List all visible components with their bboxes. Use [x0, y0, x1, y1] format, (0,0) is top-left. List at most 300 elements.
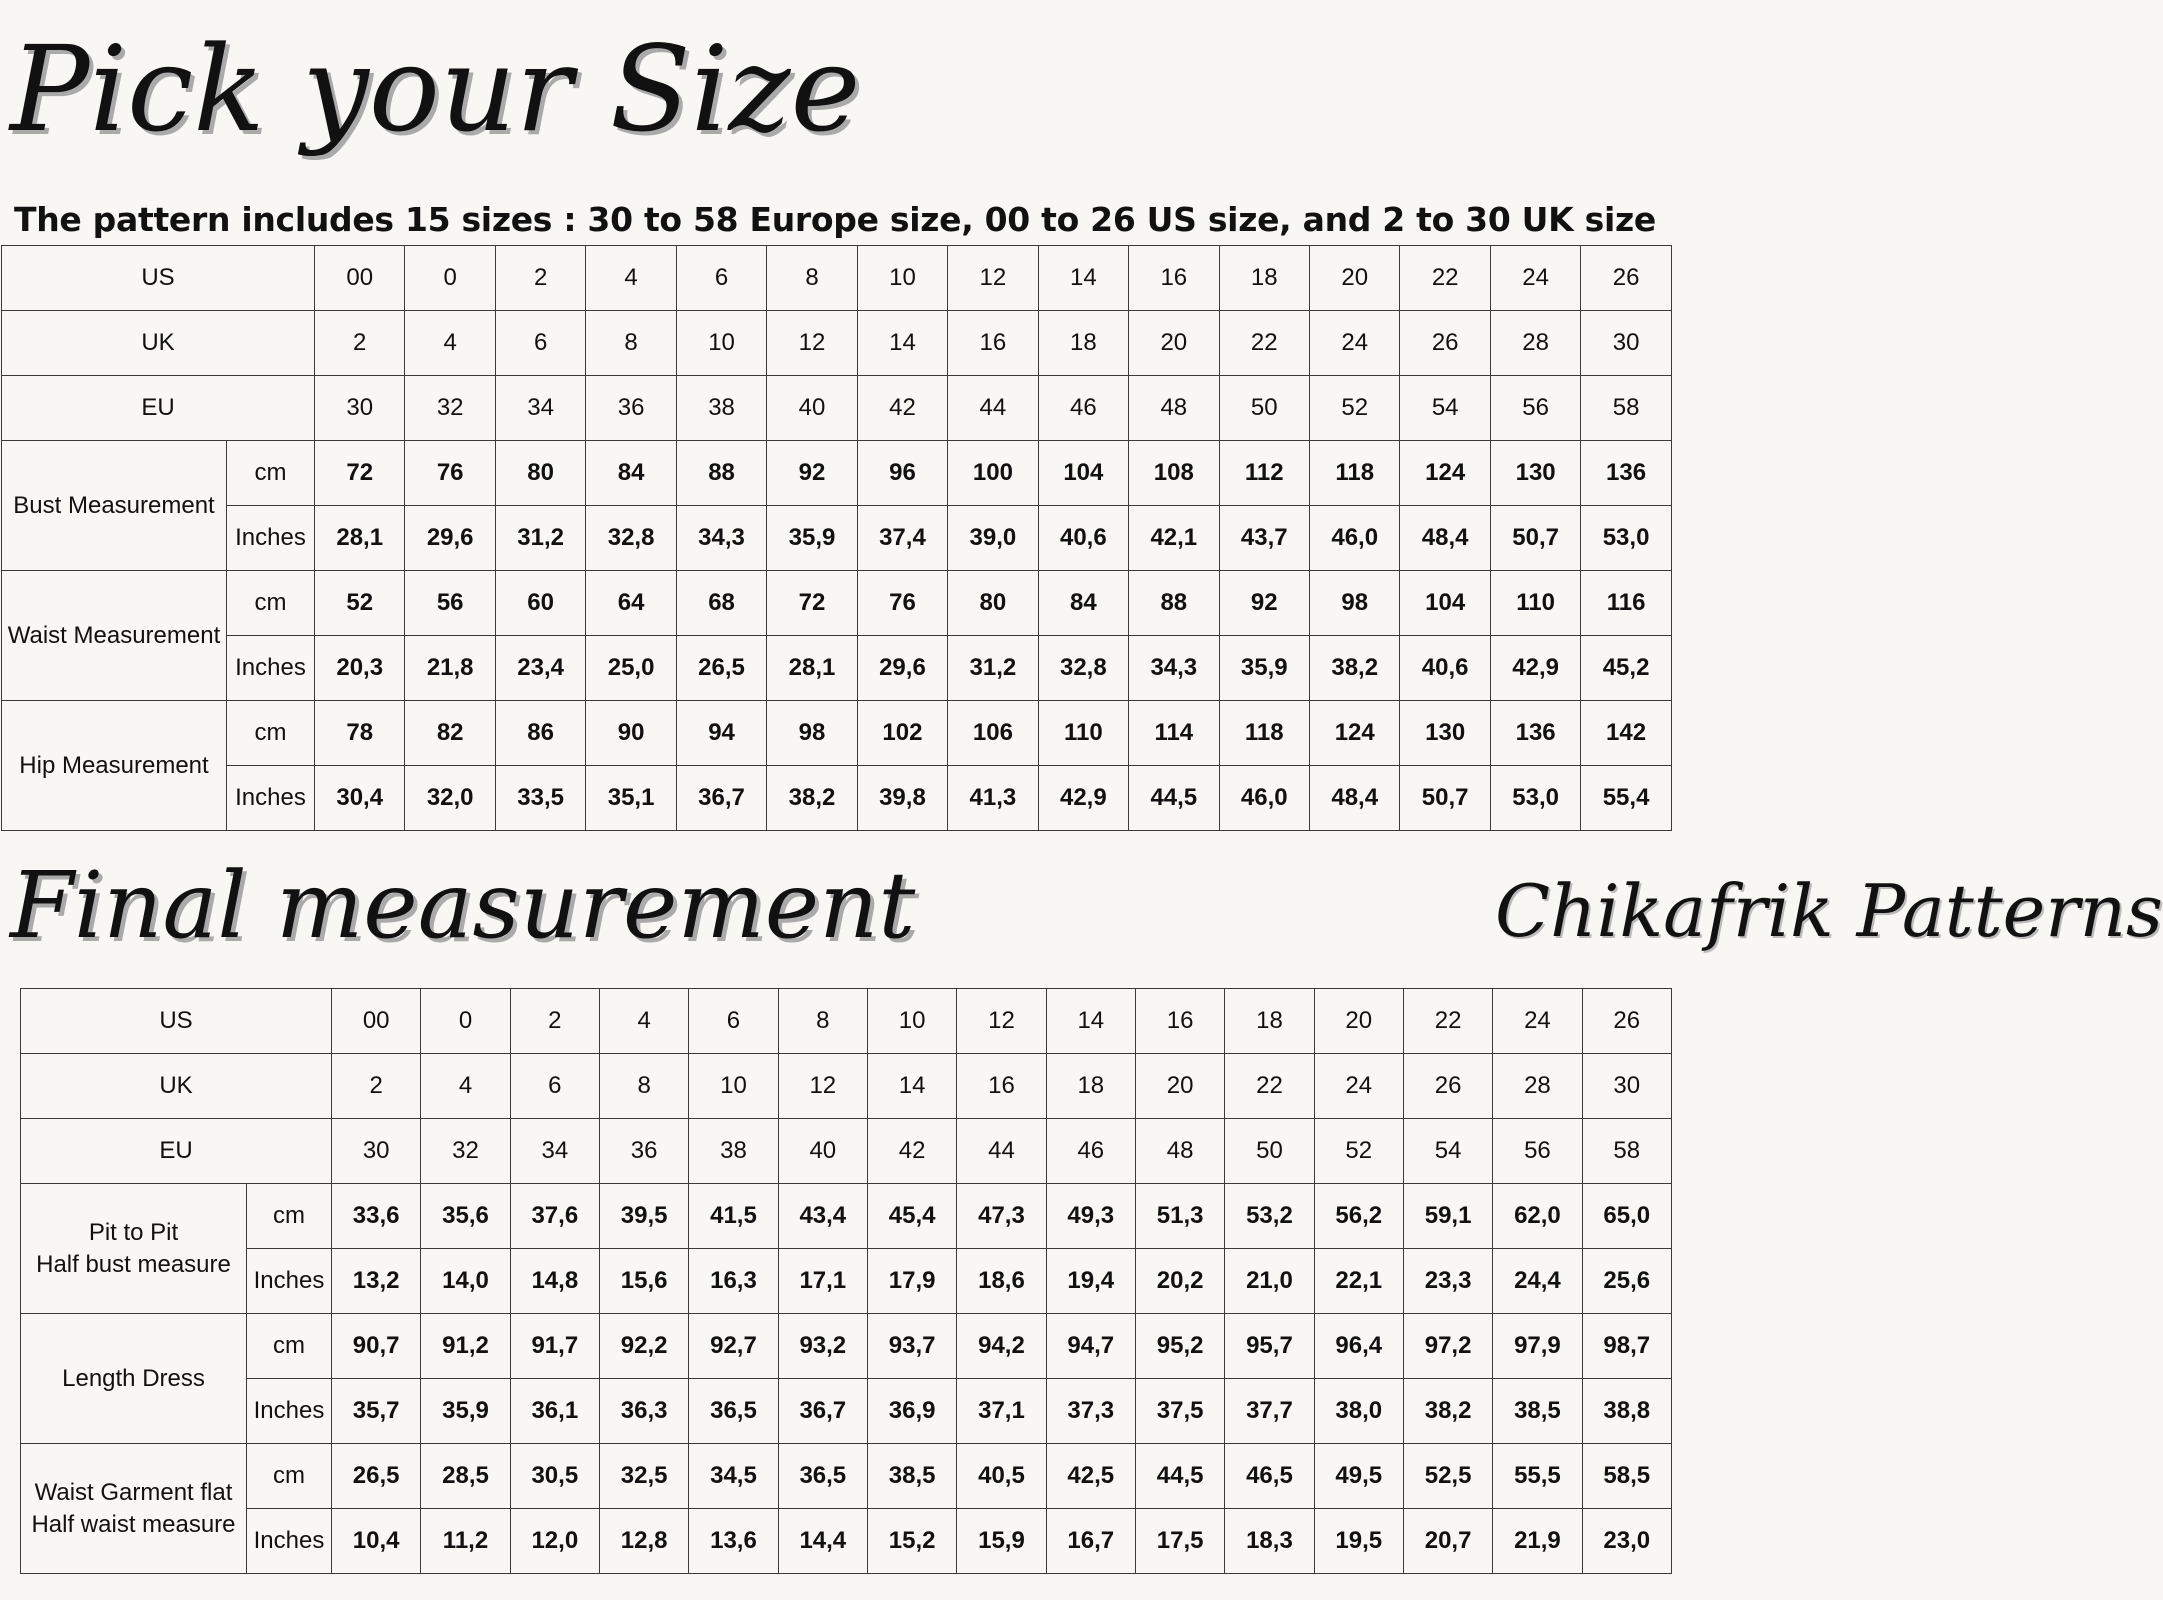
measurement-cell: 18,6	[957, 1249, 1046, 1314]
size-cell: 8	[599, 1054, 688, 1119]
measurement-cell: 35,9	[1219, 636, 1309, 701]
measurement-cell: 38,0	[1314, 1379, 1403, 1444]
measurement-cell: 96,4	[1314, 1314, 1403, 1379]
size-cell: 30	[1582, 1054, 1671, 1119]
measurement-cell: 17,5	[1135, 1509, 1224, 1574]
size-cell: 6	[495, 311, 585, 376]
size-cell: 4	[599, 989, 688, 1054]
measurement-cell: 38,8	[1582, 1379, 1671, 1444]
measurement-cell: 94	[676, 701, 766, 766]
size-cell: 18	[1046, 1054, 1135, 1119]
size-cell: 50	[1225, 1119, 1314, 1184]
measurement-cell: 26,5	[332, 1444, 421, 1509]
size-cell: 6	[676, 246, 766, 311]
size-cell: 54	[1403, 1119, 1492, 1184]
size-system-label: US	[21, 989, 332, 1054]
size-cell: 6	[689, 989, 778, 1054]
measurement-cell: 136	[1581, 441, 1671, 506]
size-cell: 2	[495, 246, 585, 311]
size-cell: 50	[1219, 376, 1309, 441]
measurement-cell: 68	[676, 571, 766, 636]
measurement-cell: 46,0	[1219, 766, 1309, 831]
measurement-cell: 40,5	[957, 1444, 1046, 1509]
measurement-cell: 118	[1219, 701, 1309, 766]
measurement-cell: 95,7	[1225, 1314, 1314, 1379]
measurement-cell: 16,3	[689, 1249, 778, 1314]
size-cell: 4	[586, 246, 676, 311]
measurement-cell: 55,4	[1581, 766, 1671, 831]
measurement-cell: 92,7	[689, 1314, 778, 1379]
measurement-cell: 50,7	[1400, 766, 1490, 831]
measurement-cell: 38,2	[1403, 1379, 1492, 1444]
measurement-cell: 28,5	[421, 1444, 510, 1509]
measurement-cell: 102	[857, 701, 947, 766]
size-cell: 26	[1581, 246, 1671, 311]
unit-label: cm	[227, 441, 315, 506]
measurement-label: Pit to Pit Half bust measure	[21, 1184, 247, 1314]
size-cell: 12	[948, 246, 1038, 311]
size-cell: 28	[1490, 311, 1580, 376]
size-cell: 42	[857, 376, 947, 441]
size-cell: 56	[1490, 376, 1580, 441]
measurement-row	[21, 1444, 1672, 1509]
measurement-row	[2, 636, 1672, 701]
unit-label: cm	[247, 1444, 332, 1509]
measurement-label: Waist Measurement	[2, 571, 227, 701]
size-cell: 44	[948, 376, 1038, 441]
measurement-cell: 90,7	[332, 1314, 421, 1379]
measurement-cell: 110	[1038, 701, 1128, 766]
measurement-cell: 45,2	[1581, 636, 1671, 701]
measurement-cell: 40,6	[1400, 636, 1490, 701]
measurement-cell: 48,4	[1309, 766, 1399, 831]
size-cell: 0	[421, 989, 510, 1054]
measurement-cell: 15,9	[957, 1509, 1046, 1574]
size-cell: 52	[1314, 1119, 1403, 1184]
measurement-cell: 43,4	[778, 1184, 867, 1249]
size-cell: 16	[1129, 246, 1219, 311]
measurement-cell: 51,3	[1135, 1184, 1224, 1249]
size-cell: 34	[510, 1119, 599, 1184]
unit-label: Inches	[247, 1249, 332, 1314]
unit-label: Inches	[247, 1379, 332, 1444]
unit-label: Inches	[227, 636, 315, 701]
size-system-label: EU	[21, 1119, 332, 1184]
measurement-cell: 136	[1490, 701, 1580, 766]
measurement-row	[21, 1249, 1672, 1314]
size-cell: 14	[867, 1054, 956, 1119]
measurement-cell: 142	[1581, 701, 1671, 766]
unit-label: Inches	[247, 1509, 332, 1574]
size-cell: 10	[689, 1054, 778, 1119]
measurement-cell: 38,5	[867, 1444, 956, 1509]
size-cell: 10	[867, 989, 956, 1054]
measurement-cell: 29,6	[405, 506, 495, 571]
measurement-cell: 42,9	[1038, 766, 1128, 831]
size-cell: 14	[1038, 246, 1128, 311]
measurement-cell: 34,3	[676, 506, 766, 571]
size-cell: 20	[1129, 311, 1219, 376]
measurement-row	[2, 701, 1672, 766]
measurement-label: Waist Garment flat Half waist measure	[21, 1444, 247, 1574]
measurement-cell: 24,4	[1493, 1249, 1582, 1314]
measurement-cell: 43,7	[1219, 506, 1309, 571]
size-cell: 40	[767, 376, 857, 441]
measurement-cell: 130	[1400, 701, 1490, 766]
measurement-cell: 78	[315, 701, 405, 766]
size-cell: 4	[421, 1054, 510, 1119]
measurement-cell: 98	[767, 701, 857, 766]
measurement-cell: 124	[1309, 701, 1399, 766]
measurement-cell: 65,0	[1582, 1184, 1671, 1249]
size-cell: 12	[778, 1054, 867, 1119]
measurement-cell: 80	[948, 571, 1038, 636]
measurement-cell: 14,8	[510, 1249, 599, 1314]
measurement-cell: 90	[586, 701, 676, 766]
measurement-cell: 93,7	[867, 1314, 956, 1379]
measurement-cell: 93,2	[778, 1314, 867, 1379]
measurement-cell: 31,2	[495, 506, 585, 571]
measurement-cell: 39,5	[599, 1184, 688, 1249]
measurement-cell: 86	[495, 701, 585, 766]
measurement-row	[2, 506, 1672, 571]
size-cell: 36	[586, 376, 676, 441]
measurement-cell: 21,8	[405, 636, 495, 701]
measurement-cell: 34,3	[1129, 636, 1219, 701]
measurement-cell: 116	[1581, 571, 1671, 636]
size-cell: 24	[1490, 246, 1580, 311]
measurement-cell: 72	[767, 571, 857, 636]
measurement-row	[21, 1509, 1672, 1574]
measurement-cell: 35,9	[421, 1379, 510, 1444]
size-cell: 12	[767, 311, 857, 376]
measurement-cell: 20,3	[315, 636, 405, 701]
measurement-cell: 31,2	[948, 636, 1038, 701]
size-cell: 18	[1219, 246, 1309, 311]
measurement-cell: 18,3	[1225, 1509, 1314, 1574]
size-cell: 44	[957, 1119, 1046, 1184]
size-cell: 0	[405, 246, 495, 311]
measurement-cell: 13,2	[332, 1249, 421, 1314]
measurement-cell: 92	[767, 441, 857, 506]
measurement-cell: 13,6	[689, 1509, 778, 1574]
measurement-cell: 94,2	[957, 1314, 1046, 1379]
measurement-cell: 80	[495, 441, 585, 506]
size-cell: 40	[778, 1119, 867, 1184]
measurement-label: Hip Measurement	[2, 701, 227, 831]
size-cell: 14	[1046, 989, 1135, 1054]
size-cell: 26	[1403, 1054, 1492, 1119]
measurement-cell: 35,9	[767, 506, 857, 571]
size-cell: 30	[1581, 311, 1671, 376]
measurement-cell: 84	[1038, 571, 1128, 636]
measurement-cell: 45,4	[867, 1184, 956, 1249]
measurement-cell: 33,5	[495, 766, 585, 831]
measurement-cell: 110	[1490, 571, 1580, 636]
measurement-cell: 55,5	[1493, 1444, 1582, 1509]
measurement-row	[21, 1379, 1672, 1444]
measurement-row	[2, 441, 1672, 506]
measurement-cell: 42,9	[1490, 636, 1580, 701]
size-cell: 22	[1219, 311, 1309, 376]
measurement-cell: 28,1	[767, 636, 857, 701]
final-measurement-table	[20, 988, 1672, 1574]
measurement-cell: 104	[1400, 571, 1490, 636]
final-measurement-title: Final measurement	[10, 852, 916, 959]
measurement-cell: 76	[857, 571, 947, 636]
size-cell: 4	[405, 311, 495, 376]
size-cell: 10	[676, 311, 766, 376]
size-cell: 46	[1038, 376, 1128, 441]
size-row-uk	[21, 1054, 1672, 1119]
brand-logo: Chikafrik Patterns	[1495, 869, 2163, 953]
size-cell: 2	[315, 311, 405, 376]
size-cell: 6	[510, 1054, 599, 1119]
measurement-cell: 37,7	[1225, 1379, 1314, 1444]
measurement-cell: 82	[405, 701, 495, 766]
measurement-cell: 33,6	[332, 1184, 421, 1249]
measurement-cell: 52	[315, 571, 405, 636]
size-cell: 22	[1400, 246, 1490, 311]
measurement-cell: 36,7	[778, 1379, 867, 1444]
measurement-cell: 38,5	[1493, 1379, 1582, 1444]
measurement-cell: 44,5	[1129, 766, 1219, 831]
size-cell: 28	[1493, 1054, 1582, 1119]
measurement-cell: 47,3	[957, 1184, 1046, 1249]
measurement-cell: 32,8	[1038, 636, 1128, 701]
measurement-cell: 23,4	[495, 636, 585, 701]
measurement-cell: 91,2	[421, 1314, 510, 1379]
size-cell: 20	[1135, 1054, 1224, 1119]
measurement-cell: 44,5	[1135, 1444, 1224, 1509]
size-system-label: UK	[21, 1054, 332, 1119]
measurement-cell: 94,7	[1046, 1314, 1135, 1379]
size-cell: 12	[957, 989, 1046, 1054]
size-cell: 42	[867, 1119, 956, 1184]
measurement-cell: 100	[948, 441, 1038, 506]
measurement-label: Bust Measurement	[2, 441, 227, 571]
measurement-cell: 15,2	[867, 1509, 956, 1574]
measurement-cell: 84	[586, 441, 676, 506]
size-cell: 24	[1314, 1054, 1403, 1119]
measurement-row	[21, 1184, 1672, 1249]
subtitle: The pattern includes 15 sizes : 30 to 58 Europe size, 00 to 26 US size, and 2 to 30 UK size	[14, 200, 1656, 239]
size-cell: 46	[1046, 1119, 1135, 1184]
measurement-cell: 92,2	[599, 1314, 688, 1379]
measurement-cell: 88	[1129, 571, 1219, 636]
measurement-cell: 56	[405, 571, 495, 636]
size-chart-table	[1, 245, 1672, 831]
measurement-cell: 88	[676, 441, 766, 506]
measurement-cell: 25,0	[586, 636, 676, 701]
measurement-cell: 12,8	[599, 1509, 688, 1574]
measurement-cell: 36,3	[599, 1379, 688, 1444]
size-cell: 30	[332, 1119, 421, 1184]
pick-your-size-title: Pick your Size	[10, 20, 861, 158]
measurement-cell: 104	[1038, 441, 1128, 506]
size-cell: 26	[1582, 989, 1671, 1054]
size-system-label: US	[2, 246, 315, 311]
measurement-cell: 56,2	[1314, 1184, 1403, 1249]
measurement-cell: 35,1	[586, 766, 676, 831]
size-cell: 38	[676, 376, 766, 441]
measurement-cell: 92	[1219, 571, 1309, 636]
size-cell: 32	[421, 1119, 510, 1184]
unit-label: cm	[227, 701, 315, 766]
measurement-cell: 28,1	[315, 506, 405, 571]
measurement-cell: 37,3	[1046, 1379, 1135, 1444]
measurement-cell: 21,0	[1225, 1249, 1314, 1314]
measurement-cell: 53,2	[1225, 1184, 1314, 1249]
measurement-cell: 42,5	[1046, 1444, 1135, 1509]
measurement-cell: 39,8	[857, 766, 947, 831]
size-cell: 34	[495, 376, 585, 441]
measurement-cell: 96	[857, 441, 947, 506]
measurement-cell: 37,1	[957, 1379, 1046, 1444]
size-cell: 16	[1135, 989, 1224, 1054]
size-cell: 54	[1400, 376, 1490, 441]
measurement-cell: 17,1	[778, 1249, 867, 1314]
measurement-cell: 40,6	[1038, 506, 1128, 571]
size-cell: 8	[767, 246, 857, 311]
measurement-cell: 15,6	[599, 1249, 688, 1314]
measurement-cell: 72	[315, 441, 405, 506]
measurement-cell: 46,5	[1225, 1444, 1314, 1509]
measurement-cell: 23,3	[1403, 1249, 1492, 1314]
measurement-cell: 106	[948, 701, 1038, 766]
measurement-cell: 49,3	[1046, 1184, 1135, 1249]
measurement-cell: 41,5	[689, 1184, 778, 1249]
measurement-cell: 32,5	[599, 1444, 688, 1509]
measurement-cell: 124	[1400, 441, 1490, 506]
measurement-cell: 36,7	[676, 766, 766, 831]
size-cell: 22	[1403, 989, 1492, 1054]
measurement-cell: 29,6	[857, 636, 947, 701]
measurement-cell: 37,4	[857, 506, 947, 571]
unit-label: cm	[247, 1314, 332, 1379]
measurement-cell: 39,0	[948, 506, 1038, 571]
size-cell: 30	[315, 376, 405, 441]
measurement-cell: 59,1	[1403, 1184, 1492, 1249]
measurement-cell: 42,1	[1129, 506, 1219, 571]
measurement-cell: 48,4	[1400, 506, 1490, 571]
size-cell: 18	[1225, 989, 1314, 1054]
measurement-cell: 49,5	[1314, 1444, 1403, 1509]
measurement-cell: 30,4	[315, 766, 405, 831]
measurement-cell: 64	[586, 571, 676, 636]
size-cell: 2	[332, 1054, 421, 1119]
measurement-cell: 22,1	[1314, 1249, 1403, 1314]
size-cell: 10	[857, 246, 947, 311]
measurement-cell: 30,5	[510, 1444, 599, 1509]
measurement-cell: 41,3	[948, 766, 1038, 831]
size-cell: 00	[315, 246, 405, 311]
size-cell: 8	[586, 311, 676, 376]
size-cell: 18	[1038, 311, 1128, 376]
measurement-cell: 20,2	[1135, 1249, 1224, 1314]
unit-label: cm	[247, 1184, 332, 1249]
measurement-cell: 20,7	[1403, 1509, 1492, 1574]
size-cell: 22	[1225, 1054, 1314, 1119]
size-cell: 36	[599, 1119, 688, 1184]
size-system-label: EU	[2, 376, 315, 441]
measurement-cell: 14,0	[421, 1249, 510, 1314]
size-cell: 2	[510, 989, 599, 1054]
measurement-cell: 114	[1129, 701, 1219, 766]
measurement-cell: 36,9	[867, 1379, 956, 1444]
size-row-eu	[2, 376, 1672, 441]
size-cell: 00	[332, 989, 421, 1054]
measurement-cell: 53,0	[1490, 766, 1580, 831]
measurement-cell: 130	[1490, 441, 1580, 506]
measurement-cell: 12,0	[510, 1509, 599, 1574]
measurement-cell: 98,7	[1582, 1314, 1671, 1379]
measurement-label: Length Dress	[21, 1314, 247, 1444]
measurement-cell: 37,5	[1135, 1379, 1224, 1444]
measurement-cell: 35,6	[421, 1184, 510, 1249]
measurement-cell: 95,2	[1135, 1314, 1224, 1379]
measurement-row	[21, 1314, 1672, 1379]
measurement-cell: 36,5	[689, 1379, 778, 1444]
size-row-us	[2, 246, 1672, 311]
measurement-cell: 19,4	[1046, 1249, 1135, 1314]
size-cell: 8	[778, 989, 867, 1054]
size-cell: 24	[1493, 989, 1582, 1054]
size-cell: 52	[1309, 376, 1399, 441]
measurement-cell: 19,5	[1314, 1509, 1403, 1574]
measurement-cell: 26,5	[676, 636, 766, 701]
measurement-cell: 32,8	[586, 506, 676, 571]
size-system-label: UK	[2, 311, 315, 376]
measurement-cell: 34,5	[689, 1444, 778, 1509]
measurement-cell: 17,9	[867, 1249, 956, 1314]
measurement-cell: 11,2	[421, 1509, 510, 1574]
unit-label: cm	[227, 571, 315, 636]
size-cell: 56	[1493, 1119, 1582, 1184]
measurement-cell: 23,0	[1582, 1509, 1671, 1574]
measurement-cell: 36,5	[778, 1444, 867, 1509]
size-cell: 26	[1400, 311, 1490, 376]
measurement-cell: 14,4	[778, 1509, 867, 1574]
measurement-cell: 62,0	[1493, 1184, 1582, 1249]
measurement-cell: 118	[1309, 441, 1399, 506]
size-cell: 48	[1129, 376, 1219, 441]
measurement-row	[2, 766, 1672, 831]
size-cell: 20	[1314, 989, 1403, 1054]
measurement-cell: 52,5	[1403, 1444, 1492, 1509]
measurement-cell: 98	[1309, 571, 1399, 636]
measurement-cell: 97,2	[1403, 1314, 1492, 1379]
measurement-cell: 32,0	[405, 766, 495, 831]
size-cell: 16	[948, 311, 1038, 376]
size-cell: 32	[405, 376, 495, 441]
measurement-cell: 50,7	[1490, 506, 1580, 571]
size-cell: 48	[1135, 1119, 1224, 1184]
measurement-cell: 53,0	[1581, 506, 1671, 571]
measurement-cell: 60	[495, 571, 585, 636]
measurement-cell: 36,1	[510, 1379, 599, 1444]
size-cell: 58	[1581, 376, 1671, 441]
measurement-cell: 16,7	[1046, 1509, 1135, 1574]
measurement-cell: 108	[1129, 441, 1219, 506]
measurement-cell: 10,4	[332, 1509, 421, 1574]
size-row-us	[21, 989, 1672, 1054]
measurement-cell: 21,9	[1493, 1509, 1582, 1574]
measurement-cell: 35,7	[332, 1379, 421, 1444]
measurement-cell: 46,0	[1309, 506, 1399, 571]
measurement-cell: 37,6	[510, 1184, 599, 1249]
size-row-uk	[2, 311, 1672, 376]
